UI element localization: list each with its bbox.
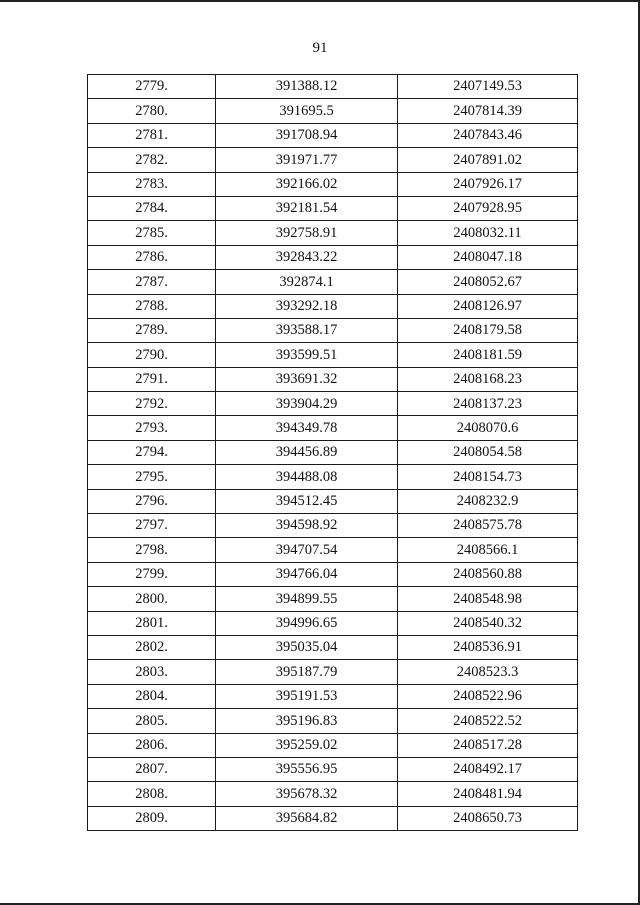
x-coordinate-cell: 394456.89 <box>216 440 398 464</box>
point-number-cell: 2781. <box>88 123 216 147</box>
y-coordinate-cell: 2408522.96 <box>398 684 578 708</box>
point-number-cell: 2802. <box>88 635 216 659</box>
x-coordinate-cell: 395556.95 <box>216 757 398 781</box>
x-coordinate-cell: 392166.02 <box>216 172 398 196</box>
point-number-cell: 2792. <box>88 392 216 416</box>
point-number-cell: 2796. <box>88 489 216 513</box>
y-coordinate-cell: 2407149.53 <box>398 75 578 99</box>
table-row <box>88 587 578 611</box>
point-number-cell: 2804. <box>88 684 216 708</box>
point-number-cell: 2793. <box>88 416 216 440</box>
table-row <box>88 660 578 684</box>
x-coordinate-cell: 394996.65 <box>216 611 398 635</box>
y-coordinate-cell: 2408575.78 <box>398 514 578 538</box>
page-border-top <box>0 0 640 2</box>
y-coordinate-cell: 2408179.58 <box>398 318 578 342</box>
x-coordinate-cell: 394766.04 <box>216 562 398 586</box>
x-coordinate-cell: 394707.54 <box>216 538 398 562</box>
table-row <box>88 611 578 635</box>
point-number-cell: 2808. <box>88 782 216 806</box>
y-coordinate-cell: 2408052.67 <box>398 270 578 294</box>
y-coordinate-cell: 2408540.32 <box>398 611 578 635</box>
point-number-cell: 2785. <box>88 221 216 245</box>
x-coordinate-cell: 393691.32 <box>216 367 398 391</box>
table-row <box>88 245 578 269</box>
y-coordinate-cell: 2408047.18 <box>398 245 578 269</box>
y-coordinate-cell: 2408168.23 <box>398 367 578 391</box>
table-row <box>88 123 578 147</box>
x-coordinate-cell: 392843.22 <box>216 245 398 269</box>
table-row <box>88 270 578 294</box>
table-row <box>88 538 578 562</box>
table-row <box>88 733 578 757</box>
point-number-cell: 2782. <box>88 148 216 172</box>
table-row <box>88 392 578 416</box>
x-coordinate-cell: 395684.82 <box>216 806 398 830</box>
y-coordinate-cell: 2407843.46 <box>398 123 578 147</box>
point-number-cell: 2780. <box>88 99 216 123</box>
y-coordinate-cell: 2407928.95 <box>398 196 578 220</box>
x-coordinate-cell: 394899.55 <box>216 587 398 611</box>
y-coordinate-cell: 2407814.39 <box>398 99 578 123</box>
point-number-cell: 2789. <box>88 318 216 342</box>
point-number-cell: 2787. <box>88 270 216 294</box>
y-coordinate-cell: 2408566.1 <box>398 538 578 562</box>
y-coordinate-cell: 2408154.73 <box>398 465 578 489</box>
y-coordinate-cell: 2408070.6 <box>398 416 578 440</box>
x-coordinate-cell: 394488.08 <box>216 465 398 489</box>
x-coordinate-cell: 395259.02 <box>216 733 398 757</box>
x-coordinate-cell: 393292.18 <box>216 294 398 318</box>
table-row <box>88 514 578 538</box>
point-number-cell: 2788. <box>88 294 216 318</box>
point-number-cell: 2790. <box>88 343 216 367</box>
point-number-cell: 2786. <box>88 245 216 269</box>
y-coordinate-cell: 2408492.17 <box>398 757 578 781</box>
point-number-cell: 2803. <box>88 660 216 684</box>
coordinates-table <box>87 74 578 831</box>
table-row <box>88 562 578 586</box>
table-row <box>88 294 578 318</box>
y-coordinate-cell: 2408522.52 <box>398 709 578 733</box>
y-coordinate-cell: 2408481.94 <box>398 782 578 806</box>
table-row <box>88 99 578 123</box>
point-number-cell: 2791. <box>88 367 216 391</box>
table-row <box>88 782 578 806</box>
y-coordinate-cell: 2408137.23 <box>398 392 578 416</box>
x-coordinate-cell: 394598.92 <box>216 514 398 538</box>
point-number-cell: 2779. <box>88 75 216 99</box>
point-number-cell: 2799. <box>88 562 216 586</box>
table-row <box>88 221 578 245</box>
y-coordinate-cell: 2408232.9 <box>398 489 578 513</box>
y-coordinate-cell: 2408517.28 <box>398 733 578 757</box>
point-number-cell: 2801. <box>88 611 216 635</box>
x-coordinate-cell: 392181.54 <box>216 196 398 220</box>
x-coordinate-cell: 394349.78 <box>216 416 398 440</box>
table-row <box>88 318 578 342</box>
point-number-cell: 2798. <box>88 538 216 562</box>
point-number-cell: 2809. <box>88 806 216 830</box>
table-row <box>88 75 578 99</box>
table-row <box>88 416 578 440</box>
y-coordinate-cell: 2408032.11 <box>398 221 578 245</box>
x-coordinate-cell: 393588.17 <box>216 318 398 342</box>
point-number-cell: 2800. <box>88 587 216 611</box>
y-coordinate-cell: 2408650.73 <box>398 806 578 830</box>
point-number-cell: 2784. <box>88 196 216 220</box>
x-coordinate-cell: 395191.53 <box>216 684 398 708</box>
point-number-cell: 2783. <box>88 172 216 196</box>
table-row <box>88 196 578 220</box>
y-coordinate-cell: 2408126.97 <box>398 294 578 318</box>
point-number-cell: 2797. <box>88 514 216 538</box>
point-number-cell: 2806. <box>88 733 216 757</box>
y-coordinate-cell: 2408523.3 <box>398 660 578 684</box>
table-row <box>88 635 578 659</box>
y-coordinate-cell: 2408536.91 <box>398 635 578 659</box>
table-row <box>88 172 578 196</box>
y-coordinate-cell: 2408054.58 <box>398 440 578 464</box>
point-number-cell: 2794. <box>88 440 216 464</box>
x-coordinate-cell: 392874.1 <box>216 270 398 294</box>
point-number-cell: 2795. <box>88 465 216 489</box>
y-coordinate-cell: 2408548.98 <box>398 587 578 611</box>
y-coordinate-cell: 2407891.02 <box>398 148 578 172</box>
y-coordinate-cell: 2408181.59 <box>398 343 578 367</box>
table-row <box>88 709 578 733</box>
table-row <box>88 489 578 513</box>
table-row <box>88 806 578 830</box>
x-coordinate-cell: 392758.91 <box>216 221 398 245</box>
point-number-cell: 2805. <box>88 709 216 733</box>
table-row <box>88 465 578 489</box>
page-number: 91 <box>312 40 328 56</box>
table-row <box>88 148 578 172</box>
x-coordinate-cell: 393599.51 <box>216 343 398 367</box>
x-coordinate-cell: 395678.32 <box>216 782 398 806</box>
x-coordinate-cell: 391695.5 <box>216 99 398 123</box>
x-coordinate-cell: 391388.12 <box>216 75 398 99</box>
table-row <box>88 440 578 464</box>
y-coordinate-cell: 2408560.88 <box>398 562 578 586</box>
table-row <box>88 343 578 367</box>
table-row <box>88 757 578 781</box>
x-coordinate-cell: 395196.83 <box>216 709 398 733</box>
x-coordinate-cell: 391708.94 <box>216 123 398 147</box>
table-row <box>88 367 578 391</box>
x-coordinate-cell: 395187.79 <box>216 660 398 684</box>
table-row <box>88 684 578 708</box>
y-coordinate-cell: 2407926.17 <box>398 172 578 196</box>
x-coordinate-cell: 394512.45 <box>216 489 398 513</box>
x-coordinate-cell: 395035.04 <box>216 635 398 659</box>
x-coordinate-cell: 393904.29 <box>216 392 398 416</box>
x-coordinate-cell: 391971.77 <box>216 148 398 172</box>
point-number-cell: 2807. <box>88 757 216 781</box>
coordinates-table-body <box>88 75 578 831</box>
